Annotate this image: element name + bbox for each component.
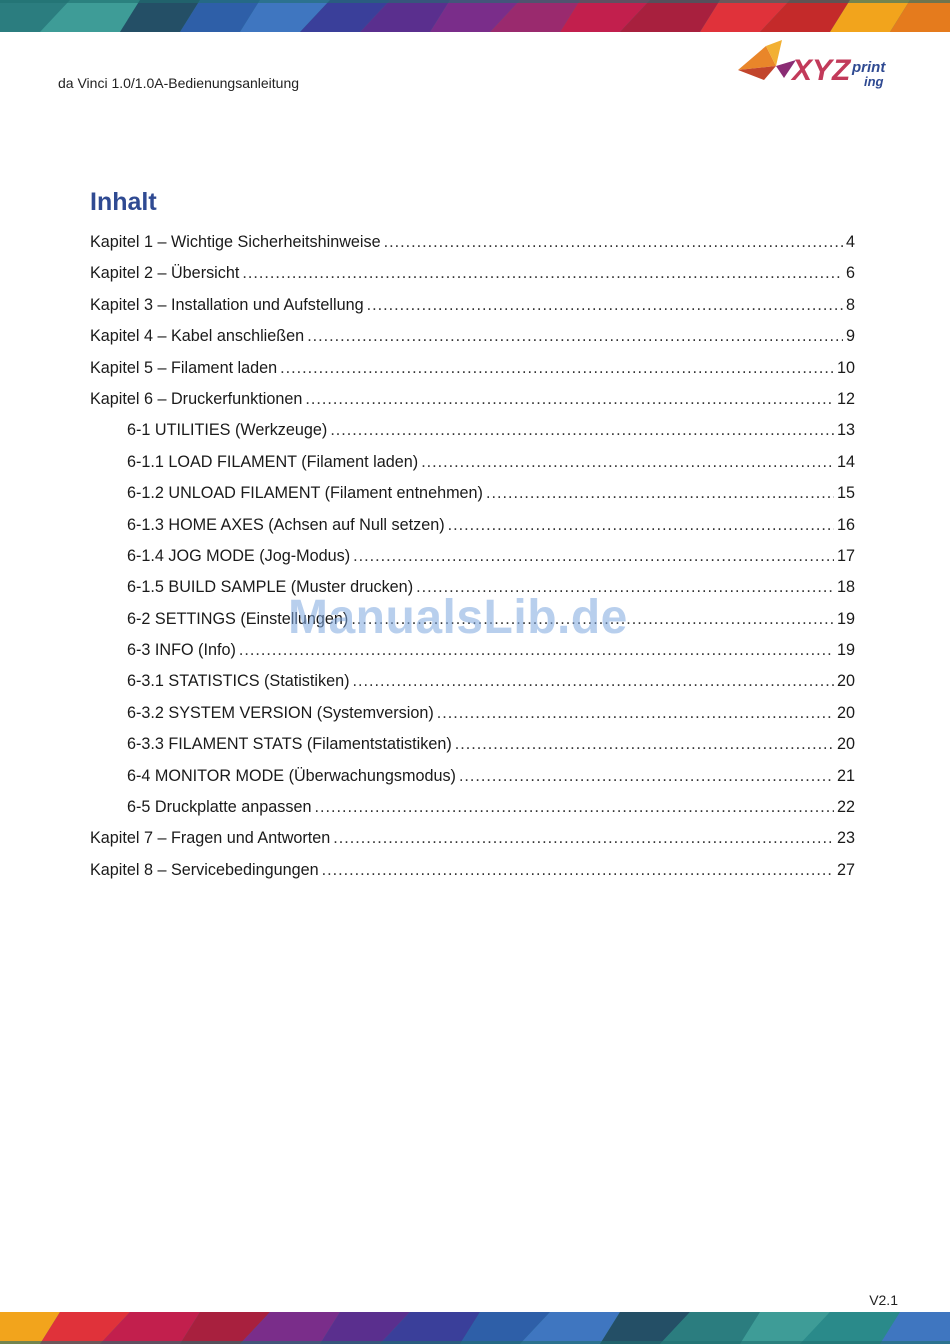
bottom-color-band — [0, 1312, 950, 1344]
toc-dot-leader — [437, 698, 834, 729]
toc-dot-leader — [459, 761, 834, 792]
toc-entry-title: 6-1.2 UNLOAD FILAMENT (Filament entnehmen) — [127, 484, 483, 503]
toc-entry-title: 6-1 UTILITIES (Werkzeuge) — [127, 421, 328, 440]
toc-entry-title: 6-3 INFO (Info) — [127, 641, 236, 660]
toc-dot-leader — [367, 290, 843, 321]
toc-entry[interactable] — [90, 604, 855, 635]
toc-dot-leader — [486, 478, 834, 509]
toc-dot-leader — [353, 541, 834, 572]
toc-dot-leader — [239, 635, 834, 666]
toc-entry-title: 6-1.3 HOME AXES (Achsen auf Null setzen) — [127, 515, 445, 534]
toc-entry-page: 10 — [836, 358, 855, 377]
toc-dot-leader — [384, 227, 843, 258]
toc-entry[interactable] — [90, 258, 855, 289]
toc-entry-page: 20 — [836, 735, 855, 754]
watermark: ManualsLib.de — [288, 591, 628, 644]
toc-entry[interactable] — [90, 635, 855, 666]
toc-entry-title: 6-4 MONITOR MODE (Überwachungsmodus) — [127, 766, 456, 785]
toc-entry[interactable] — [90, 572, 855, 603]
toc-entry-title: Kapitel 6 – Druckerfunktionen — [90, 389, 303, 408]
toc-entry[interactable] — [90, 698, 855, 729]
toc-dot-leader — [307, 321, 843, 352]
toc-entry[interactable] — [90, 823, 855, 854]
svg-text:ing: ing — [864, 74, 884, 89]
toc-entry-title: Kapitel 8 – Servicebedingungen — [90, 860, 319, 879]
toc-entry-title: Kapitel 1 – Wichtige Sicherheitshinweise — [90, 233, 381, 251]
toc-entry-page: 18 — [836, 578, 855, 597]
toc-entry-title: Kapitel 2 – Übersicht — [90, 264, 240, 283]
toc-entry[interactable] — [90, 321, 855, 352]
toc-entry[interactable] — [90, 384, 855, 415]
toc-entry-title: 6-3.1 STATISTICS (Statistiken) — [127, 672, 350, 691]
toc-entry-title: 6-2 SETTINGS (Einstellungen) — [127, 609, 349, 628]
toc-dot-leader — [322, 855, 834, 886]
toc-dot-leader — [333, 823, 834, 854]
toc-dot-leader — [305, 384, 834, 415]
toc-heading: Inhalt — [90, 188, 157, 216]
toc-dot-leader — [314, 792, 834, 823]
toc-dot-leader — [352, 666, 834, 697]
toc-entry[interactable] — [90, 353, 855, 384]
toc-entry-page: 13 — [836, 421, 855, 440]
table-of-contents — [90, 227, 855, 886]
toc-entry-page: 17 — [836, 546, 855, 565]
toc-dot-leader — [421, 447, 834, 478]
toc-entry[interactable] — [90, 478, 855, 509]
toc-dot-leader — [242, 258, 843, 289]
toc-entry[interactable] — [90, 855, 855, 886]
toc-dot-leader — [455, 729, 834, 760]
toc-entry-page: 16 — [836, 515, 855, 534]
toc-entry[interactable] — [90, 290, 855, 321]
toc-entry-title: 6-1.5 BUILD SAMPLE (Muster drucken) — [127, 578, 414, 597]
toc-entry-page: 12 — [836, 389, 855, 408]
svg-text:print: print — [852, 59, 886, 76]
top-color-band — [0, 0, 950, 32]
toc-entry-page: 21 — [836, 766, 855, 785]
document-header-title: da Vinci 1.0/1.0A-Bedienungsanleitung — [58, 75, 300, 91]
toc-entry[interactable] — [90, 227, 855, 258]
toc-dot-leader — [448, 510, 834, 541]
toc-entry-page: 20 — [836, 703, 855, 722]
toc-entry-title: 6-1.4 JOG MODE (Jog-Modus) — [127, 546, 351, 565]
toc-entry-title: 6-3.2 SYSTEM VERSION (Systemversion) — [127, 703, 434, 722]
toc-entry-page: 27 — [836, 860, 855, 879]
toc-entry-page: 20 — [836, 672, 855, 691]
toc-dot-leader — [280, 353, 834, 384]
toc-entry-page: 14 — [836, 452, 855, 471]
toc-entry-title: Kapitel 5 – Filament laden — [90, 358, 278, 377]
toc-entry[interactable] — [90, 541, 855, 572]
toc-entry-page: 4 — [845, 233, 855, 251]
toc-entry-title: Kapitel 3 – Installation und Aufstellung — [90, 295, 364, 314]
xyz-printing-logo — [736, 36, 898, 92]
toc-dot-leader — [416, 572, 834, 603]
toc-entry[interactable] — [90, 792, 855, 823]
svg-text:XYZ: XYZ — [792, 54, 851, 87]
toc-entry-page: 19 — [836, 609, 855, 628]
toc-entry[interactable] — [90, 761, 855, 792]
toc-entry-page: 15 — [836, 484, 855, 503]
toc-entry-page: 19 — [836, 641, 855, 660]
toc-entry-page: 8 — [845, 295, 855, 314]
toc-entry-page: 6 — [845, 264, 855, 283]
toc-entry-title: 6-3.3 FILAMENT STATS (Filamentstatistiken) — [127, 735, 452, 754]
toc-entry[interactable] — [90, 415, 855, 446]
toc-entry[interactable] — [90, 447, 855, 478]
toc-entry-page: 9 — [845, 327, 855, 346]
toc-entry-title: Kapitel 4 – Kabel anschließen — [90, 327, 305, 346]
toc-entry-page: 23 — [836, 829, 855, 848]
toc-entry[interactable] — [90, 510, 855, 541]
toc-entry[interactable] — [90, 666, 855, 697]
toc-entry-title: Kapitel 7 – Fragen und Antworten — [90, 829, 331, 848]
toc-entry[interactable] — [90, 729, 855, 760]
toc-entry-page: 22 — [836, 798, 855, 817]
toc-dot-leader — [351, 604, 834, 635]
document-version: V2.1 — [869, 1292, 898, 1308]
toc-entry-title: 6-5 Druckplatte anpassen — [127, 798, 312, 817]
toc-dot-leader — [330, 415, 834, 446]
toc-entry-title: 6-1.1 LOAD FILAMENT (Filament laden) — [127, 452, 419, 471]
